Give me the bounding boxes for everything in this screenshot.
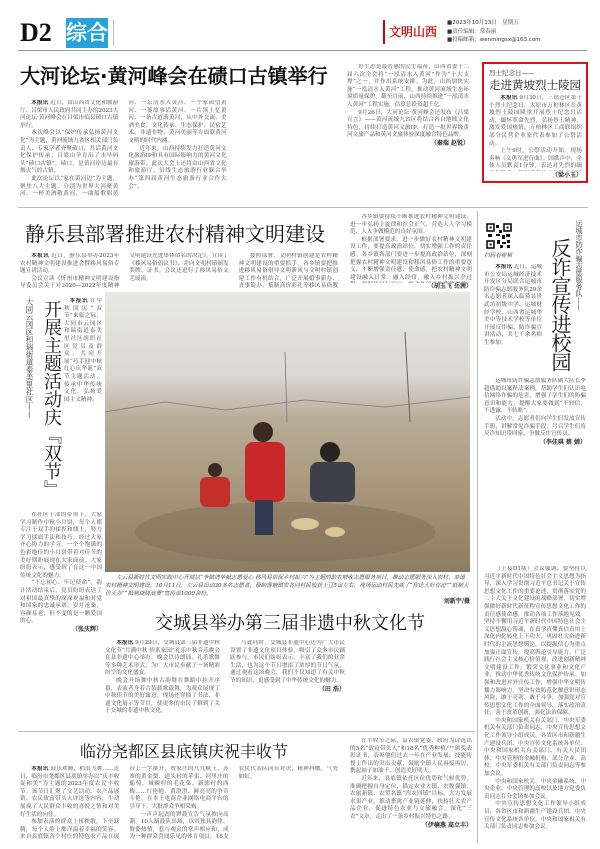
- section-divider: [18, 207, 588, 208]
- section-divider: [18, 731, 474, 732]
- article5-byline: （伊楠燕 高立丰）: [421, 821, 472, 829]
- article4-body: 本报讯 9月29日，交城县第三届非遗中秋文化节“月满中秋 情系家园”礼乐中秋音乐晚会在县非遗中心举办。晚会以诗朗诵、礼乐歌舞等多种艺术形式，为广大市民奉献了一场精彩纷呈的文化盛宴。 晚会开场舞中秋古韵舞在舞蹈中拉开序幕，表演者身着古装载歌载舞，为观众展现了中秋佳节的美好寓意。现场还穿插了书法、非遗文化展示等节目，使更多的市民了解到了关于交城的非遗中秋文化。 与此同时，交城县非遗中心还为广大市民设置了非遗文化项目体验，吸引了众多市民踊跃参与。市民们纷纷表示，丰富了我们的业余生活，也为这个节日增添了浓厚的节日气氛，通过观看这场晚会，我们不仅知道了有关中秋节的知识，更感受到了中华传统文化的魅力。 （田 浩）: [105, 640, 345, 715]
- article5-title[interactable]: 临汾尧都区县底镇庆祝丰收节: [80, 742, 289, 761]
- article1-body: 本报讯 近日，由山西省文化和旅游厅、吕梁市人民政府共同主办的2023大河论坛·黄河峰会在吕梁市临县碛口古镇举行。 本次峰会以“保护传承弘扬黄河文化”为主题，黄河流域九省区相关部门负责人、专家学者齐聚碛口，共话黄河文化保护传承。吕梁山孕育出了水旱码头“碛口古镇”，碛口，是黄河岸边最有烟火气的古镇。 此次论坛以“家在黄河边”为主题，聚焦八大主题，分别为世界大河聚黄河、一杯美酒敬黄河、一曲船歌唱黄河、一坛清水入黄河、一个家园望黄河、一篓故事话黄河、一片领土忆黄河、一条古道游黄河，从中外交流、美酒美食、文化传承、生态保护、民宿艺术、非遗非物、黄河美丽等方面联黄河文明的时代内涵。 近年来，山西持续发力打造黄河文化旅游IP和具有国际影响力的黄河文化旅游带。此次大会上还将由山西省文化和旅游厅、沿线生态旅游行业联合举办“第四届黄河生态旅游行业合作大会”。: [20, 100, 227, 198]
- page-number: D2: [20, 18, 52, 47]
- header-rule: [18, 50, 587, 51]
- article3-body: 在社区干部的带领下，大家学习制作中秋小月饼，每个人都专注于双手的揉捏和线上，努力学习揉面手法和技巧。经过大家齐心协力的学习，一个个饱满的色彩绝佳的小月饼带着对佳节的美好期盼展现在大家面前。大家纷纷表示，感受到了在这一中国传统文化的魅力。 “不忘初心、牢记使命”，韵计活动结束后，党员纷纷表达了对祖国最真挚的深深祝福和对党和国家的忠诚承诺。岁月沧桑，容颜易老，但不变的是一颗爱国的心。 （张庆辉）: [20, 512, 102, 633]
- article6-body: （上接D1版）会议强调，要坚持以习近平新时代中国特色社会主义思想为指导，深入学习贯彻习近平总书记关于宣传思想文化工作的重要论述，贯彻落实党的二十大关于文化建设的战略部署，切实增强做好新时代新征程宣传思想文化工作的责任感使命感，推动各项工作落地见效。坚持不懈用习近平新时代中国特色社会主义思想凝心铸魂，在真学真懂真信真用上深化内化转化上下功夫。巩固壮大奋进新时代的主流思想舆论，以提振信心为重点加强正面宣传，提高舆论引导能力。广泛践行社会主义核心价值观，改进创新精神文明建设工作。繁荣文化事业和文化产业，推动中华优秀传统文化保护传承。加强和改进对外宣传工作，增强中华文明传播力影响力。坚决有效防范化解意识形态风险，敢于亮剑、敢于斗争。加强党对宣传思想文化工作的全面领导，落实政治责任，善于改革创新，强化法治保障。 中央和国家机关有关部门、中央军委机关有关部门负责同志，中央宣传思想文化工作领导小组成员，各省区市和新疆生产建设兵团、中央宣传文化系统各单位、中央和国家机关有关部门、有关人民团体、中央管理的金融机构、部分企业、高校、中央军委机关有关部门负责同志等参加会议。 中央和国家机关、中央金融系统、中央企业、中央管理的高校以及地方党委负责同志在分会场参加会议。 中央宣传思想文化工作领导小组成员，各省区市和新疆生产建设兵团、中央宣传文化系统各单位，中央和国家机关有关部门负责同志参加会议。: [484, 566, 586, 831]
- editor: ■责任编辑：常春丽: [447, 28, 497, 35]
- sidebar2-body: 运城市防诈骗志愿服务队副大队长李超借助以案释法案例，帮助学生们认识电信网络诈骗的危害，增强了学生们的防骗意识和能力，提醒大家要做到“不轻信、不透露、不转账”。 活动中，志愿者们向学生们发放宣传手册，讲解常见诈骗手段，号召学生们将反诈知识带回家，争做反诈宣传员。 （李佳琪 蔡 婧）: [484, 378, 586, 446]
- sidebar1-title[interactable]: 走进黄坡烈士陵园: [489, 78, 581, 92]
- submission-email: ■投稿邮箱：wenmingsx@163.com: [447, 37, 541, 43]
- sidebar2-body-top: 本报讯 近日，运城市公安局运城经济技术开发区分局联合运城市防诈骗志愿服务队20余名志愿者深入临猗县贵武坊初级中学、运城财经学校、山西省运城华美中等技术学校等单位开展反诈骗、防诈骗宣讲活动，共七千余名师生参加。: [484, 264, 542, 346]
- photo-credit: 刘新宇/摄: [443, 598, 470, 606]
- newspaper-logo: 文明山西: [383, 20, 437, 44]
- qr-caption: 扫码看视频: [484, 253, 512, 259]
- sidebar1-byline: （梁小玉）: [551, 172, 582, 179]
- article2-byline: （胡玉飞 岳茜）: [427, 283, 472, 290]
- sidebar2-kicker: 运城市防诈骗志愿服务队——: [575, 220, 583, 311]
- sidebar2-byline: （李佳琪 蔡 婧）: [539, 438, 586, 446]
- photo-caption: 左云县新时代文明实践中心开展以“争做清华献志愿爱心 移风易俗促乡村振兴”为主题的助农增收志愿服务项目，推动志愿服务深入农村，参道农村精神文明建设。10月11日，左云县出动30多名志愿者，帮助落塘镇农各同村民收获土豆5亩左右，现场运动村民先就了“你论大好你论”“抵制天价天办”“抵制烧烧浪费”宣传单1000余份。 刘新宇/摄: [105, 575, 470, 606]
- article5-body: 本报讯 鼓乐欢腾，稻浪飞舞……近日，临汾市尧都区县底镇举办以“庆丰收 促和美”为主题的2023年度农民丰收节。该节日汇聚了文艺活动、农产品展销、农民致富带头人评选等内容，生动展现了人民群众丰收的喜悦之情和对美好生活的向往。 参加表演的群众上扭秧歌，下至跃腾，每个人脸上都洋溢着幸福的笑容。来自县底镇各个村庄的特色农产品在展台上一字排开，贾家庄的九九峡王、苏寨的黄金梨、道头村的苹果、河里庄的葡萄、城疃村的毛花菜、新郭村的西梅……红艳艳、黄澄澄、鲜亮亮的争奇斗艳。在本土电商企业网络电商平台的引导下，大批群众争相采购。 一声声起劲的锣鼓宣告气氛推向高潮，10人制鼓队出场，以其独具韵律、舞姿热情，惹与观众的掌声相应和，成为一种群众喜闻乐见的体育项目，16支农民代表队同台对决，精神抖擞，气势如虹。: [20, 766, 338, 841]
- article2-body-col4: 各乡镇要持续不断推进农村精神文明建设，进一步弘扬主旋律和社会正气，营造人人学习模范、人人争做模范的良好氛围。 根据部署要求，进一步做好农村精神文明建设工作，要提高政治站位，切实增强工作的责任感。各乡镇各部门要进一步提高政治站位，深刻把握农村精神文明建设和移风易俗工作的重要意义，不断增强责任感、使命感，把农村精神文明建设融入日常、融入经常，融入乡村振兴全过: [350, 214, 472, 281]
- section-label: 综合: [66, 18, 108, 48]
- article3-byline: （张庆辉）: [71, 625, 102, 633]
- article3-kicker: 大同云冈区和瑞街道泰美里社区——: [25, 298, 34, 418]
- sidebar2-title[interactable]: 反诈宣传进校园: [548, 238, 572, 371]
- news-photo[interactable]: [105, 292, 470, 572]
- article1-title[interactable]: 大河论坛·黄河峰会在碛口古镇举行: [20, 64, 328, 88]
- sidebar1-kicker: 烈士纪念日——: [489, 69, 535, 77]
- farm-volunteers-photo: [105, 292, 470, 572]
- article2-body: 本报讯 近日，静乐县举办2023年农村精神文明建设推进会暨移风易俗专题宣讲活动。 会议宣读《忻州市精神文明建设指导委员会关于对2020—2022年度精神文明建设先进集体命名的决定》，宣读了《移风易俗倡议书》，并向文明村镇颁发奖牌、证书。会议还进行了移风易俗文艺展演。 按照部署，文明村镇创建是农村精神文明建设的重要抓手，各乡镇要把推进移风易俗倡导文明新风与文明村镇创建工作有机结合，广泛开展婚事新办、丧事简办、抵制高价彩礼等移风易俗教: [20, 253, 338, 290]
- article4-byline: （田 浩）: [318, 685, 345, 693]
- qr-code-icon[interactable]: [486, 223, 512, 249]
- column-divider: [477, 211, 478, 843]
- article5-body-col4: 在丰收节之际，县农镇党委、政府为评选出的5名“致富带头人”和18名“优秀种植户”颁奖表彰证书，表彰他们过去一年在产业发展、技能传授上作出的突出贡献，鼓励全镇人民再接再厉，携起袖子加油干，创造美好明天。 近年来，县底镇依托区位优势和气候优势，准确把握自身定位，锚定农业大镇、农牧强镇、农旅新镇、农贸名镇“四农四镇”目标，大力发展水果产业，推动畜禽产业链延伸，扶持壮大农产品企业，促进特色农业与文旅融合，深化“三农”文章，走出了一条乡村振兴特色之路。 （伊楠燕 高立丰）: [350, 738, 472, 829]
- divider: [113, 20, 114, 46]
- article3-body-top: 本报讯 在中秋国庆“双节”来临之际，大同市云冈区和瑞街道泰美里社区组织社区党员及群众，共同开展“巧手迎中秋 红心庆华诞”双节主题活动，传承中华传统文化，弘扬爱国主义精神。: [64, 298, 102, 403]
- article3-title[interactable]: 开展主题活动庆『双节』: [41, 300, 62, 498]
- issue-date: ■2023年10月13日 星期五: [447, 20, 519, 26]
- article2-title[interactable]: 静乐县部署推进农村精神文明建设: [25, 222, 325, 246]
- sidebar1-body: 本报讯 9月30日，三钻仓区第十个烈士纪念日，太原市万柏林区在黄坡烈士陵园隆重开展烈士纪念日活动，缅怀革命先烈，弘扬烈士精神，激发爱国热情。万柏林区工商联组织部分民营企业家代表参加了公祭活动。 上午9时，公祭活动开始，现场奏响《义勇军进行曲》。国歌声中，全体人员默哀1分钟，表达对先烈的缅: [489, 95, 582, 170]
- article4-title[interactable]: 交城县举办第三届非遗中秋文化节: [155, 613, 425, 634]
- article1-byline: （秦瑞 赵锐）: [430, 139, 469, 147]
- issue-info: [447, 19, 541, 45]
- article1-body-col4: 好生态是最普惠的民生福祉，山西省委十二届六次全会将“一泓清水入黄河”作为“十大支撑”之一，并作出系统安排。为此，山西加快实施“一泓清水入黄河”工程，推动黄河流域生态环境质量保护。截至目前，山西持续推进“一泓清水入黄河”工程实施，估算总投资超千亿。 9月26日，大河论坛·黄河峰会还发布《吕梁宣言》——黄河流域九省区将结合各自地域文化特色，持续打造黄河文旅IP，打造一批世界级黄河文旅产品和黄河文旅体验深度融合特色品牌。 （秦瑞 赵锐）: [347, 64, 469, 147]
